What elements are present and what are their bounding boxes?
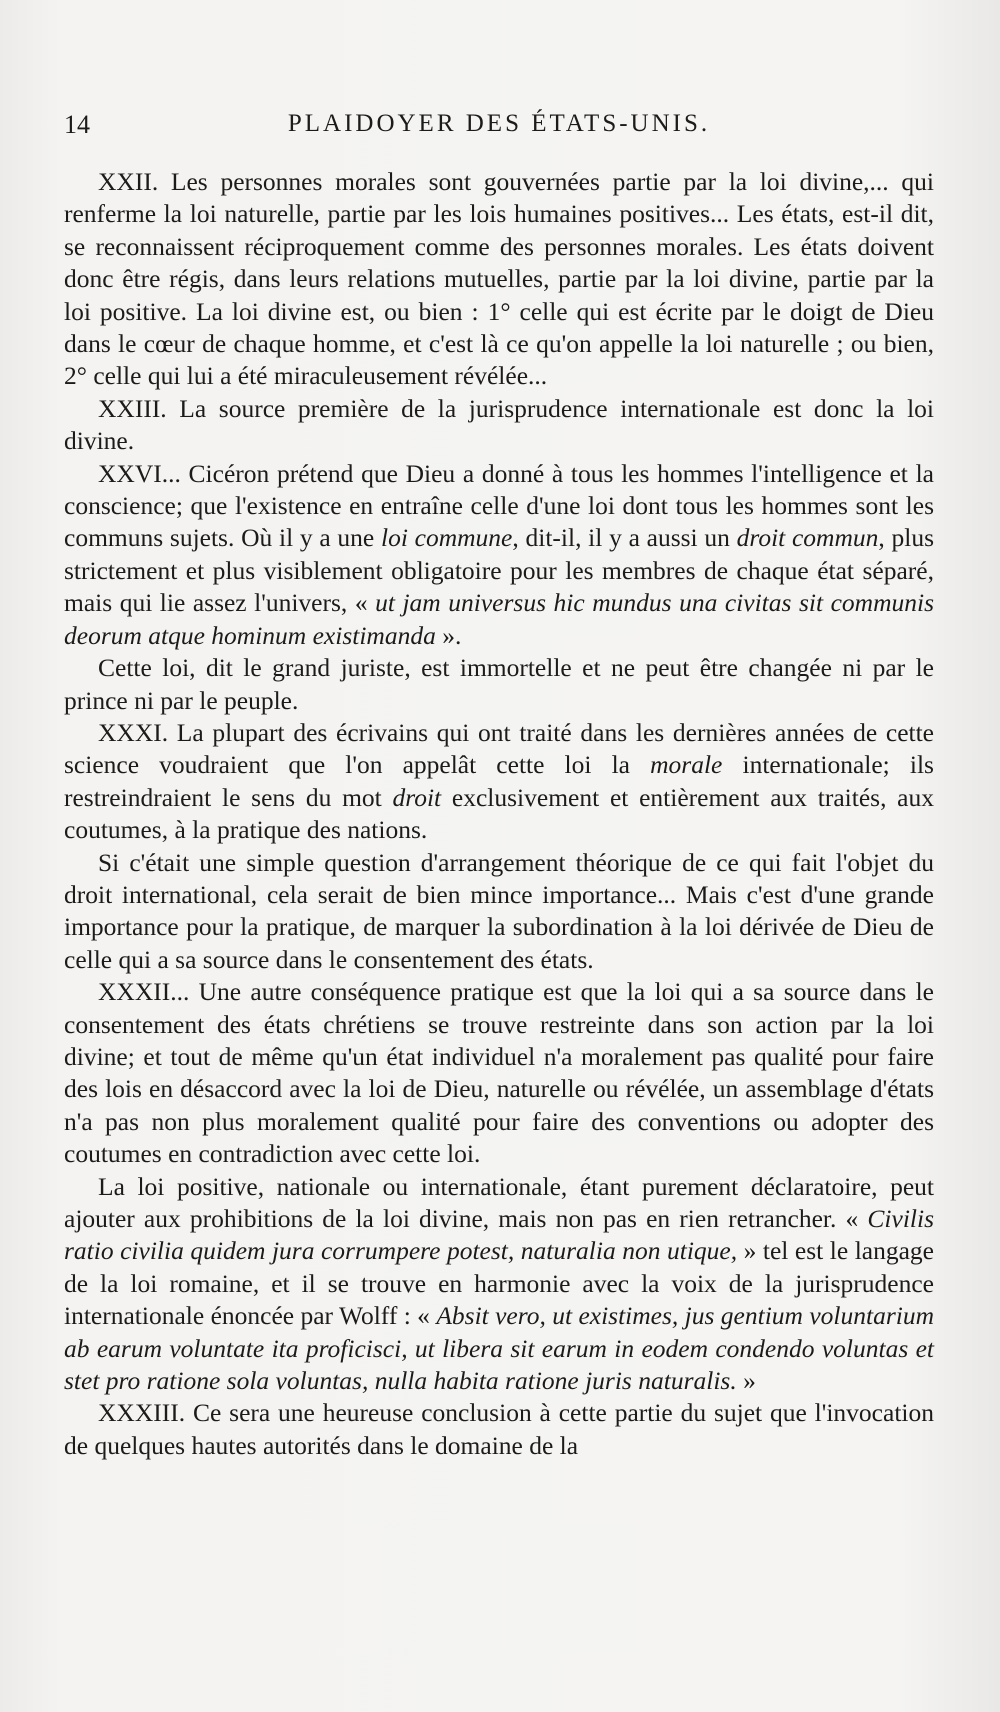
page-number: 14 [64,110,90,139]
text-run: La loi positive, nationale ou internationale, étant purement déclaratoire, peut ajouter aux prohibitions de la loi divine, mais non pas en rien retrancher. « [64,1171,934,1233]
italic-run: Civilis ratio civilia quidem jura corrumpere potest, naturalia non utique, [64,1204,934,1266]
paragraph [64,458,934,652]
text-run: » tel est le langage de la loi romaine, et il se trouve en harmonie avec la voix de la jurisprudence internationale énoncée par Wolff : « [64,1236,934,1331]
text-run: » [736,1366,756,1396]
paragraph [64,717,934,847]
body-text [64,166,934,1462]
italic-run: morale [650,750,723,780]
paragraph [64,1397,934,1462]
text-run: , dit-il, il y a aussi un [512,523,737,553]
page-header [64,110,934,150]
italic-run: Absit vero, ut existimes, jus gentium voluntarium ab earum voluntate ita proficisci, ut libera sit earum in eodem condendo voluntas et stet pro ratione sola voluntas, nulla habita ratione juris naturalis. [64,1301,934,1396]
text-run: XXII. Les personnes morales sont gouvernées partie par la loi divine,... qui renferme la loi naturelle, partie par les lois humaines positives... Les états, est-il dit, se reconnaissent réciproquement comme des personnes morales. Les états doivent donc être régis, dans leurs relations mutuelles, partie par la loi divine, partie par la loi positive. La loi divine est, ou bien : 1° celle qui est écrite par le doigt de Dieu dans le cœur de chaque homme, et c'est là ce qu'on appelle la loi naturelle ; ou bien, 2° celle qui lui a été miraculeusement révélée... [64,167,934,391]
paragraph [64,847,934,977]
paragraph [64,652,934,717]
paragraph [64,166,934,393]
text-run: Si c'était une simple question d'arrangement théorique de ce qui fait l'objet du droit international, cela serait de bien mince importance... Mais c'est d'une grande importance pour la pratique, de marquer la subordination à la loi dérivée de Dieu de celle qui a sa source dans le consentement des états. [64,847,934,974]
text-run: XXVI... Cicéron prétend que Dieu a donné à tous les hommes l'intelligence et la conscience; que l'existence en entraîne celle d'une loi dont tous les hommes sont les communs sujets. Où il y a une [64,458,934,553]
italic-run: droit [392,782,442,812]
italic-run: droit commun [736,523,879,553]
running-head: PLAIDOYER DES ÉTATS-UNIS. [287,110,711,137]
text-run: internationale; ils restreindraient le sens du mot [64,750,934,812]
italic-run: loi commune [381,523,513,553]
paragraph [64,976,934,1170]
text-run: ». [435,620,462,650]
text-run: XXIII. La source première de la jurisprudence internationale est donc la loi divine. [64,393,934,456]
italic-run: ut jam universus hic mundus una civitas sit communis deorum atque hominum existimanda [64,588,934,650]
text-run: Cette loi, dit le grand juriste, est immortelle et ne peut être changée ni par le prince ni par le peuple. [64,653,934,715]
paragraph [64,393,934,458]
text-run: XXXII... Une autre conséquence pratique est que la loi qui a sa source dans le consentement des états chrétiens se trouve restreinte dans son action par la loi divine; et tout de même qu'un état individuel n'a moralement pas qualité pour faire des lois en désaccord avec la loi de Dieu, naturelle ou révélée, un assemblage d'états n'a pas non plus moralement qualité pour faire des conventions ou adopter des coutumes en contradiction avec cette loi. [64,977,934,1169]
paragraph [64,1171,934,1398]
text-run: XXXIII. Ce sera une heureuse conclusion à cette partie du sujet que l'invocation de quelques hautes autorités dans le domaine de la [64,1398,934,1460]
text-run: XXXI. La plupart des écrivains qui ont traité dans les dernières années de cette science voudraient que l'on appelât cette loi la [64,717,934,780]
text-run: exclusivement et entièrement aux traités, aux coutumes, à la pratique des nations. [64,782,935,845]
text-run: , plus strictement et plus visiblement obligatoire pour les membres de chaque état séparé, mais qui lie assez l'univers, « [64,523,934,618]
